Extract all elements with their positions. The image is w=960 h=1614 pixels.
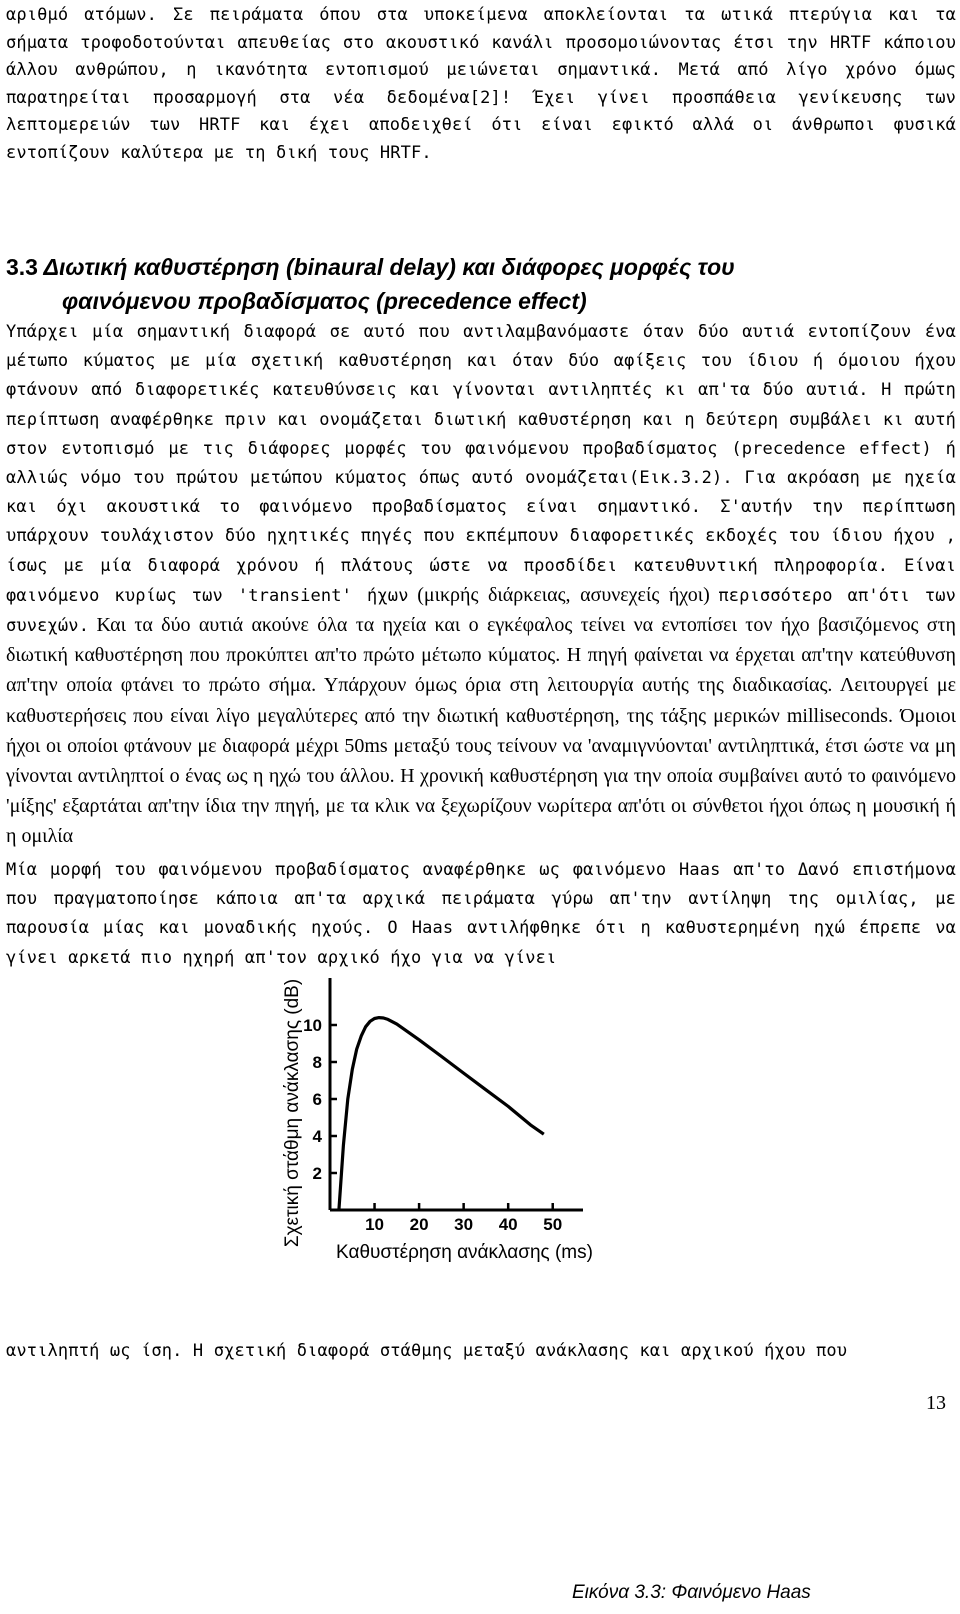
paragraph-continuation: αντιληπτή ως ίση. Η σχετική διαφορά στάθμης μεταξύ ανάκλασης και αρχικού ήχου που	[6, 1341, 848, 1361]
paragraph-binaural-serif: Και τα δύο αυτιά ακούνε όλα τα ηχεία και ο εγκέφαλος τείνει να εντοπίσει τον ήχο βασιζόμενος στη διωτική καθυστέρηση που προκύπτει απ'το πρώτο μέτωπο κύματος. Η πηγή φαίνεται να έρχεται απ'την κατεύθυνση απ'την οποία φτάνει το πρώτο σήμα. Υπάρχουν όμως όρια στη λειτουργία αυτής της διαδικασίας. Λειτουργεί με καθυστερήσεις που είναι λίγο μεγαλύτερες από την διωτική καθυστέρηση, της τάξης μερικών milliseconds. Όμοιοι ήχοι οι οποίοι φτάνουν με διαφορά μέχρι 50ms μεταξύ τους τείνουν να 'αναμιγνύονται' αντιληπτικά, έτσι ώστε να μη γίνονται αντιληπτοί ο ένας ως η ηχώ του άλλου. Η χρονική καθυστέρηση για την οποία συμβαίνει αυτό το φαινόμενο 'μίξης' εξαρτάται απ'την ίδια την πηγή, με τα κλικ να ξεχωρίζουν νωρίτερα απ'ότι οι σύνθετοι ήχοι όπως η μουσική ή η ομιλία	[6, 614, 957, 848]
y-tick-label: 2	[312, 1164, 322, 1183]
paragraph-binaural-mono: Υπάρχει μία σημαντική διαφορά σε αυτό που αντιλαμβανόμαστε όταν δύο αυτιά εντοπίζουν ένα μέτωπο κύματος με μία σχετική καθυστέρηση και όταν δύο αφίξεις του ίδιου ή όμοιου ήχου φτάνουν από διαφορετικές κατευθύνσεις και γίνονται αντιληπτές κι απ'τα δύο αυτιά. Η πρώτη περίπτωση αναφέρθηκε πριν και ονομάζεται διωτική καθυστέρηση και η δεύτερη συμβάλει κι αυτή στον εντοπισμό με τις διάφορες μορφές του φαινόμενου προβαδίσματος (precedence effect) ή αλλιώς νόμο του πρώτου μετώπου κύματος όπως αυτό ονομάζεται(Εικ.3.2). Για ακρόαση με ηχεία και όχι ακουστικά το φαινόμενο προβαδίσματος είναι σημαντικό. Σ'αυτήν την περίπτωση υπάρχουν τουλάχιστον δύο ηχητικές πηγές που εκπέμπουν διαφορετικές εκδοχές του ίδιου ήχου , ίσως με μία διαφορά χρόνου ή πλάτους ώστε να προσδίδει κατευθυντική πληροφορία. Είναι φαινόμενο κυρίως των 'transient' ήχων	[6, 322, 956, 606]
paragraph-binaural-serif-inline: (μικρής διάρκειας, ασυνεχείς ήχοι)	[417, 583, 710, 606]
y-tick-label: 10	[303, 1016, 322, 1035]
paragraph-hrtf: αριθμό ατόμων. Σε πειράματα όπου στα υποκείμενα αποκλείονται τα ωτικά πτερύγια και τα σήματα τροφοδοτούνται απευθείας στο ακουστικό κανάλι προσομοιώνοντας έτσι την HRTF κάποιου άλλου ανθρώπου, η ικανότητα εντοπισμού μειώνεται σημαντικά. Μετά από λίγο χρόνο όμως παρατηρείται προσαρμογή στα νέα δεδομένα[2]! Έχει γίνει προσπάθεια γενίκευσης των λεπτομερειών των HRTF και έχει αποδειχθεί ότι είναι εφικτό αλλά οι άνθρωποι φυσικά εντοπίζουν καλύτερα με τη δική τους HRTF.	[6, 5, 956, 163]
x-axis-label: Καθυστέρηση ανάκλασης (ms)	[336, 1242, 593, 1263]
x-tick-label: 30	[454, 1215, 474, 1234]
figure-caption: Εικόνα 3.3: Φαινόμενο Haas	[572, 1582, 811, 1603]
section-title-line2: φαινόμενου προβαδίσματος (precedence effect)	[62, 288, 587, 314]
y-axis-label: Σχετική στάθμη ανάκλασης (dB)	[282, 978, 303, 1248]
section-number: 3.3	[6, 254, 38, 280]
y-tick-label: 4	[312, 1127, 322, 1146]
y-tick-label: 8	[312, 1053, 322, 1072]
y-tick-label: 6	[312, 1090, 322, 1109]
section-heading	[6, 250, 956, 318]
paragraph-binaural-delay	[6, 318, 956, 853]
paragraph-binaural-mono-2: περισσότερο απ'ότι των συνεχών.	[6, 585, 957, 637]
x-tick-label: 40	[498, 1215, 518, 1234]
x-tick-label: 20	[409, 1215, 429, 1234]
x-tick-label: 50	[543, 1215, 563, 1234]
paragraph-haas: Μία μορφή του φαινόμενου προβαδίσματος αναφέρθηκε ως φαινόμενο Haas απ'το Δανό επιστήμονα που πραγματοποίησε κάποια απ'τα αρχικά πειράματα γύρω απ'την αντίληψη της ομιλίας, με παρουσία μίας και μοναδικής ηχούς. Ο Haas αντιλήφθηκε ότι η καθυστερημένη ηχώ έπρεπε να γίνει αρκετά πιο ηχηρή απ'τον αρχικό ήχο για να γίνει	[6, 860, 956, 968]
haas-curve	[339, 1018, 544, 1210]
x-tick-label: 10	[365, 1215, 385, 1234]
page-number: 13	[926, 1392, 946, 1414]
haas-chart	[270, 972, 610, 1612]
section-title-line1: Διωτική καθυστέρηση (binaural delay) και διάφορες μορφές του	[43, 254, 735, 280]
